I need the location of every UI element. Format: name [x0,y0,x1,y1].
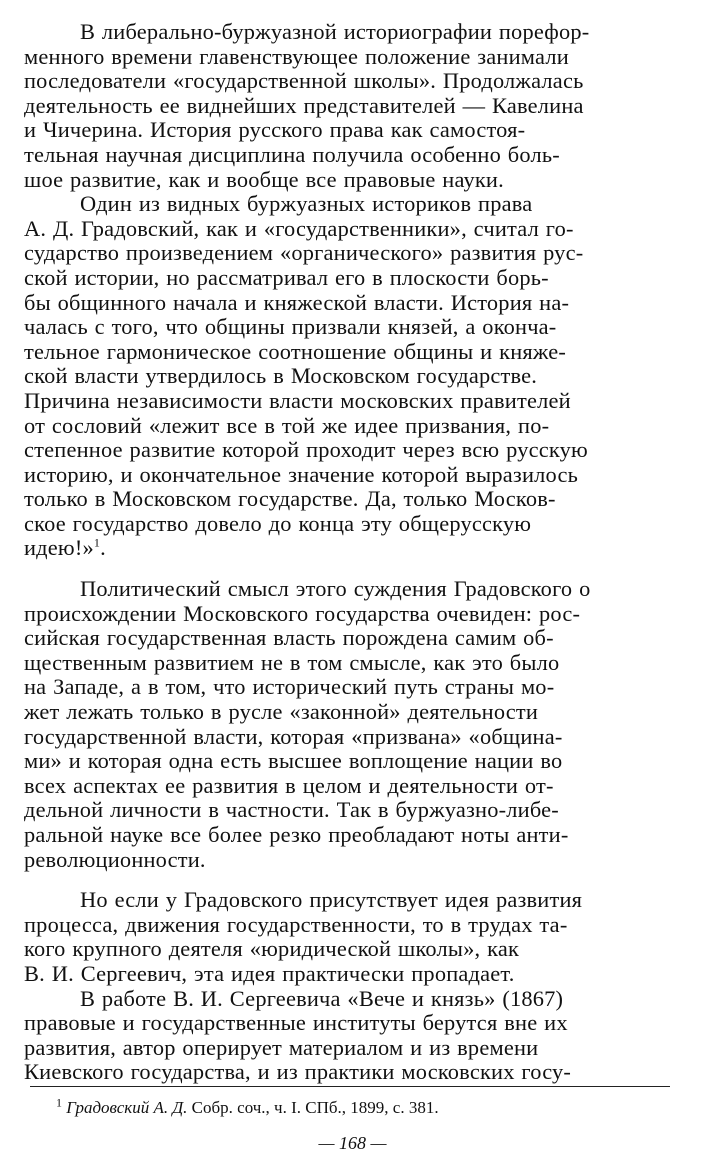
text-line: и Чичерина. История русского права как самостоя- [24,118,526,143]
text-line: А. Д. Градовский, как и «государственники», считал го- [24,216,574,241]
text-line: на Западе, а в том, что исторический путь страны мо- [24,675,555,700]
footnote [56,1095,439,1118]
text-line: Но если у Градовского присутствует идея развития [80,888,583,913]
text-line: ской истории, но рассматривал его в плоскости борь- [24,265,549,290]
text-line: В. И. Сергеевич, эта идея практически пропадает. [24,961,515,986]
text-line: ми» и которая одна есть высшее воплощение нации во [24,749,563,774]
page-number: — 168 — [318,1133,387,1153]
text-line: щественным развитием не в том смысле, как это было [24,650,560,675]
paragraph-1 [24,20,680,192]
text-line: шое развитие, как и вообще все правовые науки. [24,167,504,192]
text-line-content: идею!» [24,536,94,561]
text-line: всех аспектах ее развития в целом и деятельности от- [24,773,554,798]
text-line: Политический смысл этого суждения Градовского о [80,577,591,602]
footnote-mark: 1 [56,1095,62,1110]
text-line: государственной власти, которая «призвана» «община- [24,724,563,749]
text-line: дельной личности в частности. Так в буржуазно-либе- [24,798,559,823]
text-line: революционности. [24,847,206,872]
text-line: ральной науке все более резко преобладают ноты анти- [24,823,569,847]
paragraph-spacer [24,872,680,888]
text-line: происхождении Московского государства очевиден: рос- [24,601,581,626]
text-line: процесса, движения государственности, то в трудах та- [24,912,568,937]
text-line: Киевского государства, и из практики московских госу- [24,1060,572,1085]
footnote-reference[interactable]: 1 [93,536,101,550]
text-line: развития, автор оперирует материалом и из времени [24,1035,539,1060]
footnote-divider [30,1086,670,1087]
text-line: сударство произведением «органического» развития рус- [24,241,584,266]
paragraph-4 [24,888,680,986]
text-line: бы общинного начала и княжеской власти. История на- [24,290,570,315]
text-line: тельное гармоническое соотношение общины и княже- [24,339,567,364]
text-line: правовые и государственные институты берутся вне их [24,1011,568,1036]
text-line: степенное развитие которой проходит через всю русскую [24,438,588,463]
text-line: кого крупного деятеля «юридической школы», как [24,937,520,962]
paragraph-spacer [24,561,680,577]
page-body [24,20,680,1085]
text-line: ской власти утвердилось в Московском государстве. [24,364,538,389]
text-line: деятельность ее виднейших представителей — Кавелина [24,93,584,118]
text-line: историю, и окончательное значение которой выразилось [24,462,579,487]
text-line: жет лежать только в русле «законной» деятельности [24,700,539,725]
text-line: последователи «государственной школы». Продолжалась [24,69,584,94]
text-line: ское государство довело до конца эту общерусскую [24,511,532,536]
text-line-last: идею!»$^1$. [24,536,106,561]
text-line: Один из видных буржуазных историков права [80,192,533,217]
paragraph-5 [24,987,680,1085]
text-line: В работе В. И. Сергеевича «Вече и князь» (1867) [80,986,564,1011]
footnote-author: Градовский А. Д. [66,1098,188,1117]
paragraph-2 [24,192,680,561]
text-line: тельная научная дисциплина получила особенно боль- [24,142,560,167]
text-line: от сословий «лежит все в той же идее призвания, по- [24,413,550,438]
text-line: Причина независимости власти московских правителей [24,388,571,413]
paragraph-3 [24,577,680,872]
text-line: только в Московском государстве. Да, только Москов- [24,487,556,512]
text-line: сийская государственная власть порождена самим об- [24,626,554,651]
text-line: В либерально-буржуазной историографии порефор- [80,20,590,44]
text-line: менного времени главенствующее положение занимали [24,44,569,69]
footnote-citation: Собр. соч., ч. I. СПб., 1899, с. 381. [191,1098,439,1117]
text-line: чалась с того, что общины призвали князей, а оконча- [24,315,557,340]
